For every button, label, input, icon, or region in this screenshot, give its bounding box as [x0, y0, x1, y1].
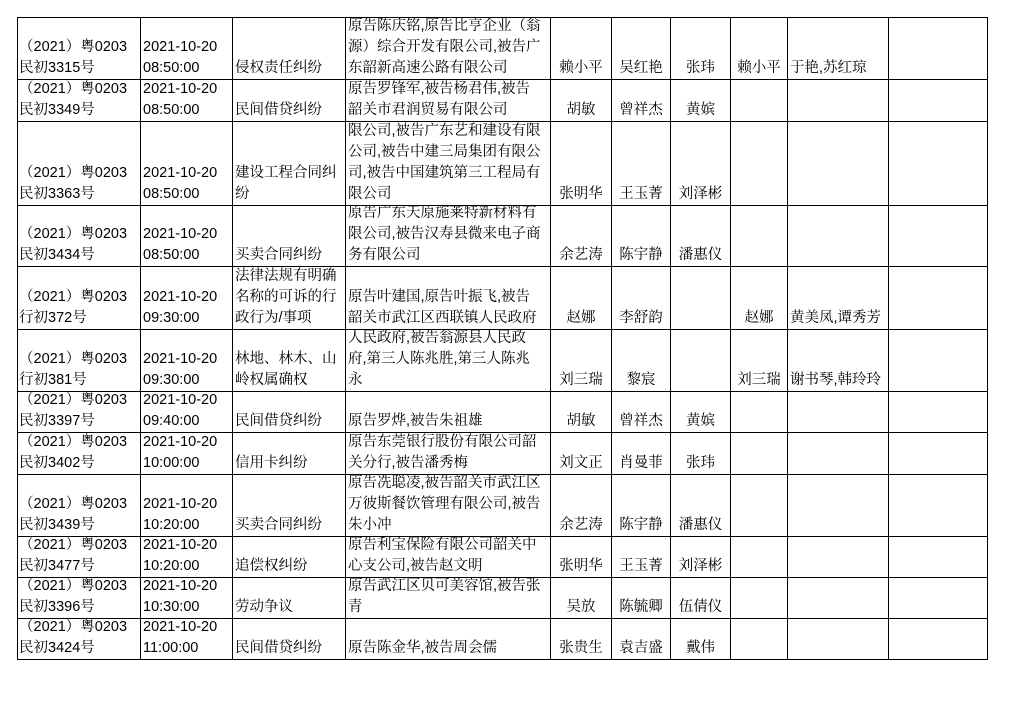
presiding-judge-cell: 赵娜 — [731, 267, 788, 330]
panel-members-cell — [788, 392, 889, 433]
presiding-judge-cell: 刘三瑞 — [731, 330, 788, 392]
panel-members-cell — [788, 619, 889, 660]
remark-cell — [889, 475, 988, 537]
panel-members-cell — [788, 433, 889, 475]
case-number-cell: （2021）粤0203 民初3434号 — [18, 206, 141, 267]
case-number-cell: （2021）粤0203 民初3349号 — [18, 80, 141, 122]
remark-cell — [889, 578, 988, 619]
judge-assistant-cell: 陈宇静 — [612, 475, 671, 537]
case-number-cell: （2021）粤0203 民初3424号 — [18, 619, 141, 660]
presiding-judge-cell — [731, 80, 788, 122]
judge-assistant-cell: 陈宇静 — [612, 206, 671, 267]
parties-cell: 原告广东天原施莱特新材料有 限公司,被告汉寿县微来电子商 务有限公司 — [346, 206, 551, 267]
parties-cell: 限公司,被告广东艺和建设有限 公司,被告中建三局集团有限公 司,被告中国建筑第三工程局有 限公司 — [346, 122, 551, 206]
case-number-cell: （2021）粤0203 行初381号 — [18, 330, 141, 392]
judge-assistant-cell: 王玉菁 — [612, 537, 671, 578]
judge-cell: 刘三瑞 — [551, 330, 612, 392]
panel-members-cell: 黄美凤,谭秀芳 — [788, 267, 889, 330]
remark-cell — [889, 537, 988, 578]
case-cause-cell: 追偿权纠纷 — [233, 537, 346, 578]
judge-cell: 吴放 — [551, 578, 612, 619]
remark-cell — [889, 433, 988, 475]
case-cause-cell: 民间借贷纠纷 — [233, 392, 346, 433]
judge-cell: 张明华 — [551, 122, 612, 206]
hearing-time-cell: 2021-10-20 10:20:00 — [141, 475, 233, 537]
clerk-cell — [671, 330, 731, 392]
remark-cell — [889, 80, 988, 122]
hearing-time-cell: 2021-10-20 10:30:00 — [141, 578, 233, 619]
clerk-cell: 潘惠仪 — [671, 206, 731, 267]
presiding-judge-cell — [731, 392, 788, 433]
clerk-cell: 潘惠仪 — [671, 475, 731, 537]
parties-cell: 原告武江区贝可美容馆,被告张 青 — [346, 578, 551, 619]
clerk-cell: 戴伟 — [671, 619, 731, 660]
judge-assistant-cell: 曾祥杰 — [612, 392, 671, 433]
clerk-cell: 伍倩仪 — [671, 578, 731, 619]
panel-members-cell: 于艳,苏红琼 — [788, 18, 889, 80]
clerk-cell: 张玮 — [671, 18, 731, 80]
panel-members-cell — [788, 578, 889, 619]
case-cause-cell: 法律法规有明确 名称的可诉的行 政行为/事项 — [233, 267, 346, 330]
judge-cell: 胡敏 — [551, 392, 612, 433]
presiding-judge-cell — [731, 433, 788, 475]
clerk-cell: 张玮 — [671, 433, 731, 475]
hearing-time-cell: 2021-10-20 11:00:00 — [141, 619, 233, 660]
judge-assistant-cell: 李舒韵 — [612, 267, 671, 330]
case-number-cell: （2021）粤0203 民初3397号 — [18, 392, 141, 433]
case-number-cell: （2021）粤0203 民初3396号 — [18, 578, 141, 619]
remark-cell — [889, 206, 988, 267]
judge-assistant-cell: 王玉菁 — [612, 122, 671, 206]
panel-members-cell — [788, 475, 889, 537]
panel-members-cell — [788, 80, 889, 122]
hearing-time-cell: 2021-10-20 09:40:00 — [141, 392, 233, 433]
parties-cell: 原告利宝保险有限公司韶关中 心支公司,被告赵文明 — [346, 537, 551, 578]
parties-cell: 原告叶建国,原告叶振飞,被告 韶关市武江区西联镇人民政府 — [346, 267, 551, 330]
case-number-cell: （2021）粤0203 民初3477号 — [18, 537, 141, 578]
judge-assistant-cell: 陈毓卿 — [612, 578, 671, 619]
hearing-time-cell: 2021-10-20 08:50:00 — [141, 122, 233, 206]
hearing-time-cell: 2021-10-20 10:20:00 — [141, 537, 233, 578]
case-number-cell: （2021）粤0203 民初3363号 — [18, 122, 141, 206]
judge-assistant-cell: 吴红艳 — [612, 18, 671, 80]
case-cause-cell: 买卖合同纠纷 — [233, 206, 346, 267]
case-cause-cell: 信用卡纠纷 — [233, 433, 346, 475]
judge-cell: 胡敏 — [551, 80, 612, 122]
case-cause-cell: 建设工程合同纠 纷 — [233, 122, 346, 206]
judge-cell: 余艺涛 — [551, 206, 612, 267]
case-number-cell: （2021）粤0203 民初3402号 — [18, 433, 141, 475]
parties-cell: 原告冼聪凌,被告韶关市武江区 万彼斯餐饮管理有限公司,被告 朱小冲 — [346, 475, 551, 537]
hearing-time-cell: 2021-10-20 08:50:00 — [141, 206, 233, 267]
remark-cell — [889, 267, 988, 330]
clerk-cell: 刘泽彬 — [671, 122, 731, 206]
judge-assistant-cell: 袁吉盛 — [612, 619, 671, 660]
judge-cell: 张贵生 — [551, 619, 612, 660]
case-cause-cell: 民间借贷纠纷 — [233, 80, 346, 122]
case-cause-cell: 侵权责任纠纷 — [233, 18, 346, 80]
panel-members-cell: 谢书琴,韩玲玲 — [788, 330, 889, 392]
remark-cell — [889, 330, 988, 392]
remark-cell — [889, 18, 988, 80]
clerk-cell: 黄嫔 — [671, 392, 731, 433]
judge-cell: 刘文正 — [551, 433, 612, 475]
panel-members-cell — [788, 537, 889, 578]
hearing-schedule-table — [17, 17, 988, 660]
remark-cell — [889, 619, 988, 660]
hearing-time-cell: 2021-10-20 09:30:00 — [141, 267, 233, 330]
presiding-judge-cell: 赖小平 — [731, 18, 788, 80]
presiding-judge-cell — [731, 475, 788, 537]
judge-assistant-cell: 黎宸 — [612, 330, 671, 392]
clerk-cell: 刘泽彬 — [671, 537, 731, 578]
presiding-judge-cell — [731, 578, 788, 619]
judge-cell: 余艺涛 — [551, 475, 612, 537]
parties-cell: 人民政府,被告翁源县人民政 府,第三人陈兆胜,第三人陈兆 永 — [346, 330, 551, 392]
case-cause-cell: 买卖合同纠纷 — [233, 475, 346, 537]
parties-cell: 原告东莞银行股份有限公司韶 关分行,被告潘秀梅 — [346, 433, 551, 475]
panel-members-cell — [788, 206, 889, 267]
parties-cell: 原告陈庆铭,原告比亨企业（翁 源）综合开发有限公司,被告广 东韶新高速公路有限公司 — [346, 18, 551, 80]
hearing-time-cell: 2021-10-20 08:50:00 — [141, 80, 233, 122]
judge-cell: 张明华 — [551, 537, 612, 578]
judge-assistant-cell: 肖曼菲 — [612, 433, 671, 475]
presiding-judge-cell — [731, 206, 788, 267]
clerk-cell — [671, 267, 731, 330]
case-cause-cell: 林地、林木、山 岭权属确权 — [233, 330, 346, 392]
presiding-judge-cell — [731, 619, 788, 660]
hearing-time-cell: 2021-10-20 10:00:00 — [141, 433, 233, 475]
case-number-cell: （2021）粤0203 行初372号 — [18, 267, 141, 330]
judge-cell: 赖小平 — [551, 18, 612, 80]
remark-cell — [889, 122, 988, 206]
presiding-judge-cell — [731, 122, 788, 206]
panel-members-cell — [788, 122, 889, 206]
presiding-judge-cell — [731, 537, 788, 578]
judge-cell: 赵娜 — [551, 267, 612, 330]
remark-cell — [889, 392, 988, 433]
hearing-time-cell: 2021-10-20 08:50:00 — [141, 18, 233, 80]
clerk-cell: 黄嫔 — [671, 80, 731, 122]
judge-assistant-cell: 曾祥杰 — [612, 80, 671, 122]
parties-cell: 原告陈金华,被告周会儒 — [346, 619, 551, 660]
case-cause-cell: 民间借贷纠纷 — [233, 619, 346, 660]
case-number-cell: （2021）粤0203 民初3315号 — [18, 18, 141, 80]
case-number-cell: （2021）粤0203 民初3439号 — [18, 475, 141, 537]
hearing-time-cell: 2021-10-20 09:30:00 — [141, 330, 233, 392]
parties-cell: 原告罗烨,被告朱祖雄 — [346, 392, 551, 433]
parties-cell: 原告罗锋军,被告杨君伟,被告 韶关市君润贸易有限公司 — [346, 80, 551, 122]
case-cause-cell: 劳动争议 — [233, 578, 346, 619]
